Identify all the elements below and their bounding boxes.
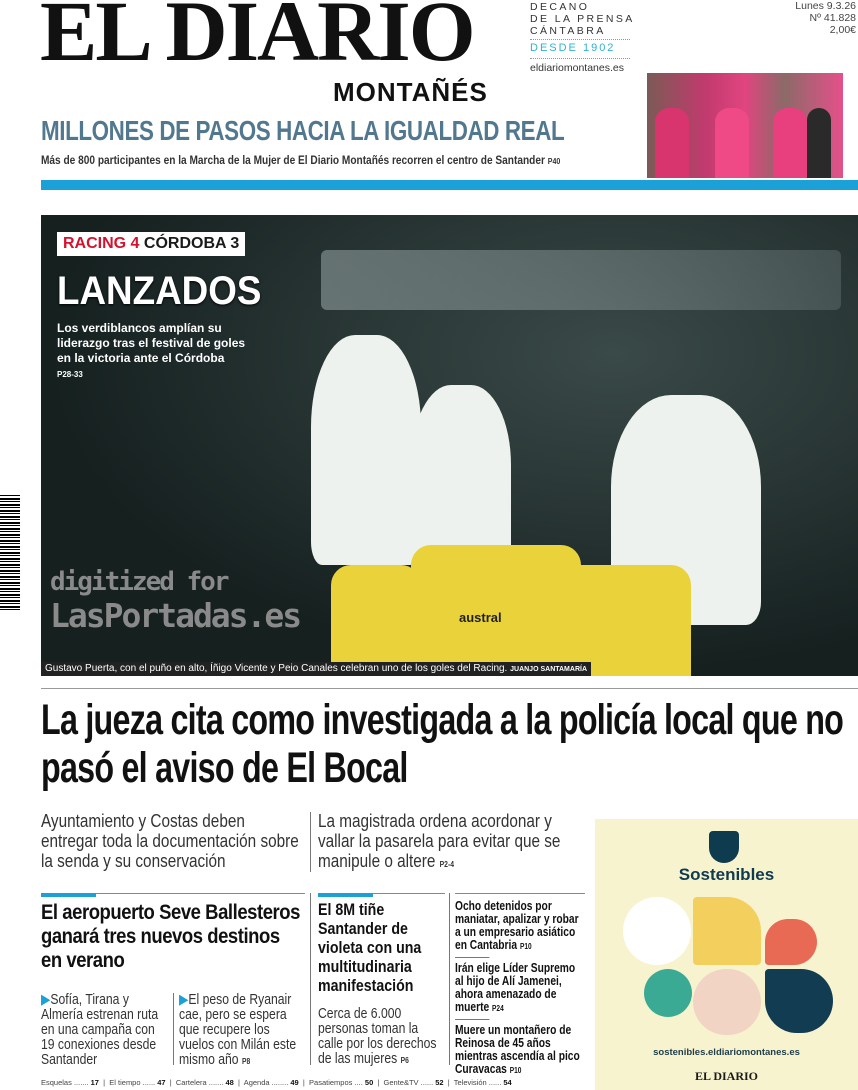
- sub-vest: [561, 565, 691, 676]
- top-story-headline[interactable]: MILLONES DE PASOS HACIA LA IGUALDAD REAL: [41, 115, 565, 146]
- page-ref: P8: [241, 1057, 251, 1066]
- sport-text: Los verdiblancos amplían su liderazgo tras el festival de goles en la victoria ante el Córdoba: [57, 321, 246, 365]
- main-sub-1: Ayuntamiento y Costas deben entregar toda la documentación sobre la senda y su conservación: [41, 811, 299, 871]
- shield-logo-icon: [709, 831, 739, 863]
- index-label: Televisión: [453, 1078, 487, 1087]
- tagline-line: DE LA PRENSA: [530, 13, 635, 25]
- subtitle-text: Más de 800 participantes en la Marcha de la Mujer de El Diario Montañés recorren el centro de Santander: [41, 155, 545, 167]
- divider: [530, 39, 630, 40]
- away-score: CÓRDOBA 3: [143, 235, 240, 252]
- ad-url[interactable]: sostenibles.eldiariomontanes.es: [653, 1047, 800, 1058]
- index-item[interactable]: El tiempo ...... 47: [109, 1078, 166, 1087]
- divider: [455, 1019, 489, 1020]
- index-label: Pasatiempos: [309, 1078, 353, 1087]
- wind-turbine-icon: [644, 969, 692, 1017]
- briefs-list: [455, 900, 586, 1077]
- issue-info: [795, 0, 856, 36]
- index-item[interactable]: Pasatiempos .... 50: [309, 1078, 374, 1087]
- laptop-person-icon: [693, 897, 761, 965]
- divider: [449, 893, 450, 1065]
- masthead-title: EL DIARIO: [40, 0, 474, 79]
- flower-icon: [693, 969, 761, 1035]
- scoreboard: [57, 232, 245, 256]
- date: Lunes 9.3.26: [795, 0, 856, 12]
- index-item[interactable]: Gente&TV ...... 52: [383, 1078, 444, 1087]
- march-headline[interactable]: El 8M tiñe Santander de violeta con una multitudinaria manifestación: [318, 901, 422, 995]
- index-page: 48: [225, 1078, 234, 1087]
- divider: [173, 993, 174, 1065]
- home-score: RACING 4: [63, 235, 140, 252]
- since-label: DESDE 1902: [530, 42, 616, 54]
- index-page: 50: [364, 1078, 374, 1087]
- airport-col-2: [179, 993, 305, 1069]
- page-ref: P6: [400, 1056, 409, 1065]
- index-page: 49: [290, 1078, 299, 1087]
- sostenibles-ad[interactable]: [595, 819, 858, 1090]
- index-bar: Esquelas ....... 17 | El tiempo ...... 47 | Cartelera ....... 48 | Agenda ........ 49 | Pasatiempos .... 50 | Gente&TV ...... 52 | Televisión ...... 54: [41, 1078, 512, 1087]
- tagline: [530, 1, 635, 37]
- marcher-figure: [715, 108, 749, 178]
- brief-item[interactable]: [455, 962, 586, 1015]
- accent-tab: [41, 893, 96, 897]
- accent-tab: [318, 893, 373, 897]
- index-item[interactable]: Cartelera ....... 48: [175, 1078, 234, 1087]
- tagline-line: DECANO: [530, 1, 590, 13]
- march-text: [318, 1007, 444, 1068]
- index-item[interactable]: Esquelas ....... 17: [41, 1078, 99, 1087]
- index-page: 52: [435, 1078, 444, 1087]
- index-page: 54: [503, 1078, 512, 1087]
- index-label: El tiempo: [109, 1078, 141, 1087]
- sponsor-logo: austral: [459, 610, 502, 625]
- barcode: [0, 495, 20, 610]
- sub-text: La magistrada ordena acordonar y vallar la pasarela para evitar que se manipule o altere: [318, 811, 561, 871]
- index-label: Gente&TV: [383, 1078, 419, 1087]
- price: 2,00€: [829, 24, 856, 36]
- index-page: 17: [90, 1078, 99, 1087]
- brief-item[interactable]: [455, 1024, 586, 1077]
- plant-icon: [623, 897, 691, 965]
- website-link[interactable]: eldiariomontanes.es: [530, 62, 624, 74]
- sport-headline[interactable]: LANZADOS: [57, 269, 262, 313]
- divider: [455, 893, 585, 894]
- col-text: Sofía, Tirana y Almería estrenan ruta en una campaña con 19 conexiones desde Santander: [41, 992, 159, 1068]
- airport-headline[interactable]: El aeropuerto Seve Ballesteros ganará tres nuevos destinos en verano: [41, 901, 300, 972]
- index-item[interactable]: Agenda ........ 49: [243, 1078, 299, 1087]
- page-ref: P10: [509, 1066, 522, 1075]
- index-item[interactable]: Televisión ...... 54: [453, 1078, 512, 1087]
- caption-text: Gustavo Puerta, con el puño en alto, Íñigo Vicente y Peio Canales celebran uno de los goles del Racing.: [45, 663, 508, 674]
- player-figure: [311, 335, 421, 565]
- bullet-icon: ▶: [41, 992, 51, 1008]
- main-sub-2: [318, 811, 582, 875]
- page-ref: P24: [492, 1004, 504, 1013]
- page-ref: P40: [547, 157, 561, 166]
- divider: [455, 957, 489, 958]
- marcher-figure: [773, 108, 807, 178]
- ad-logo: EL DIARIO: [694, 1069, 759, 1083]
- divider: [310, 893, 311, 1065]
- sub-vest: [331, 565, 421, 676]
- masthead-subtitle: MONTAÑÉS: [333, 77, 488, 107]
- stadium-banner: [321, 250, 841, 310]
- tagline-line: CÁNTABRA: [530, 25, 606, 37]
- index-label: Cartelera: [175, 1078, 207, 1087]
- brief-text: Ocho detenidos por maniatar, apalizar y robar a un empresario asiático en Cantabria: [455, 899, 579, 952]
- brief-item[interactable]: [455, 900, 586, 953]
- brief-text: Irán elige Líder Supremo al hijo de Alí Jamenei, ahora amenazado de muerte: [455, 961, 576, 1014]
- sport-text-block: [57, 321, 247, 380]
- photo-credit: JUANJO SANTAMARÍA: [510, 666, 587, 673]
- brief-text: Muere un montañero de Reinosa de 45 años mientras ascendía al pico Curavacas: [455, 1023, 580, 1076]
- march-photo: [647, 73, 843, 178]
- divider: [310, 812, 311, 872]
- body-text: Cerca de 6.000 personas toman la calle por los derechos de las mujeres: [318, 1006, 437, 1067]
- watermark-line: LasPortadas.es: [50, 596, 301, 635]
- lightbulb-icon: [765, 919, 817, 965]
- marcher-figure: [807, 108, 831, 178]
- page-ref: P28-33: [57, 370, 83, 379]
- issue-number: Nº 41.828: [809, 12, 856, 24]
- col-text: El peso de Ryanair cae, pero se espera que recupere los vuelos con Milán este mismo año: [179, 992, 297, 1068]
- top-story-subtitle: [41, 154, 560, 169]
- divider: [41, 688, 858, 689]
- ad-brand: Sostenibles: [678, 865, 775, 884]
- main-headline[interactable]: La jueza cita como investigada a la policía local que no pasó el aviso de El Bocal: [41, 696, 844, 792]
- airport-col-1: [41, 993, 167, 1068]
- marcher-figure: [655, 108, 689, 178]
- bullet-icon: ▶: [179, 992, 189, 1008]
- index-page: 47: [157, 1078, 166, 1087]
- accent-bar: [41, 180, 858, 190]
- page-ref: P10: [519, 942, 532, 951]
- photo-caption: [41, 662, 591, 676]
- page-ref: P2-4: [439, 860, 455, 869]
- watermark-line: digitized for: [50, 567, 228, 597]
- divider: [530, 58, 630, 59]
- cyclist-icon: [765, 969, 833, 1033]
- index-label: Esquelas: [41, 1078, 72, 1087]
- index-label: Agenda: [243, 1078, 270, 1087]
